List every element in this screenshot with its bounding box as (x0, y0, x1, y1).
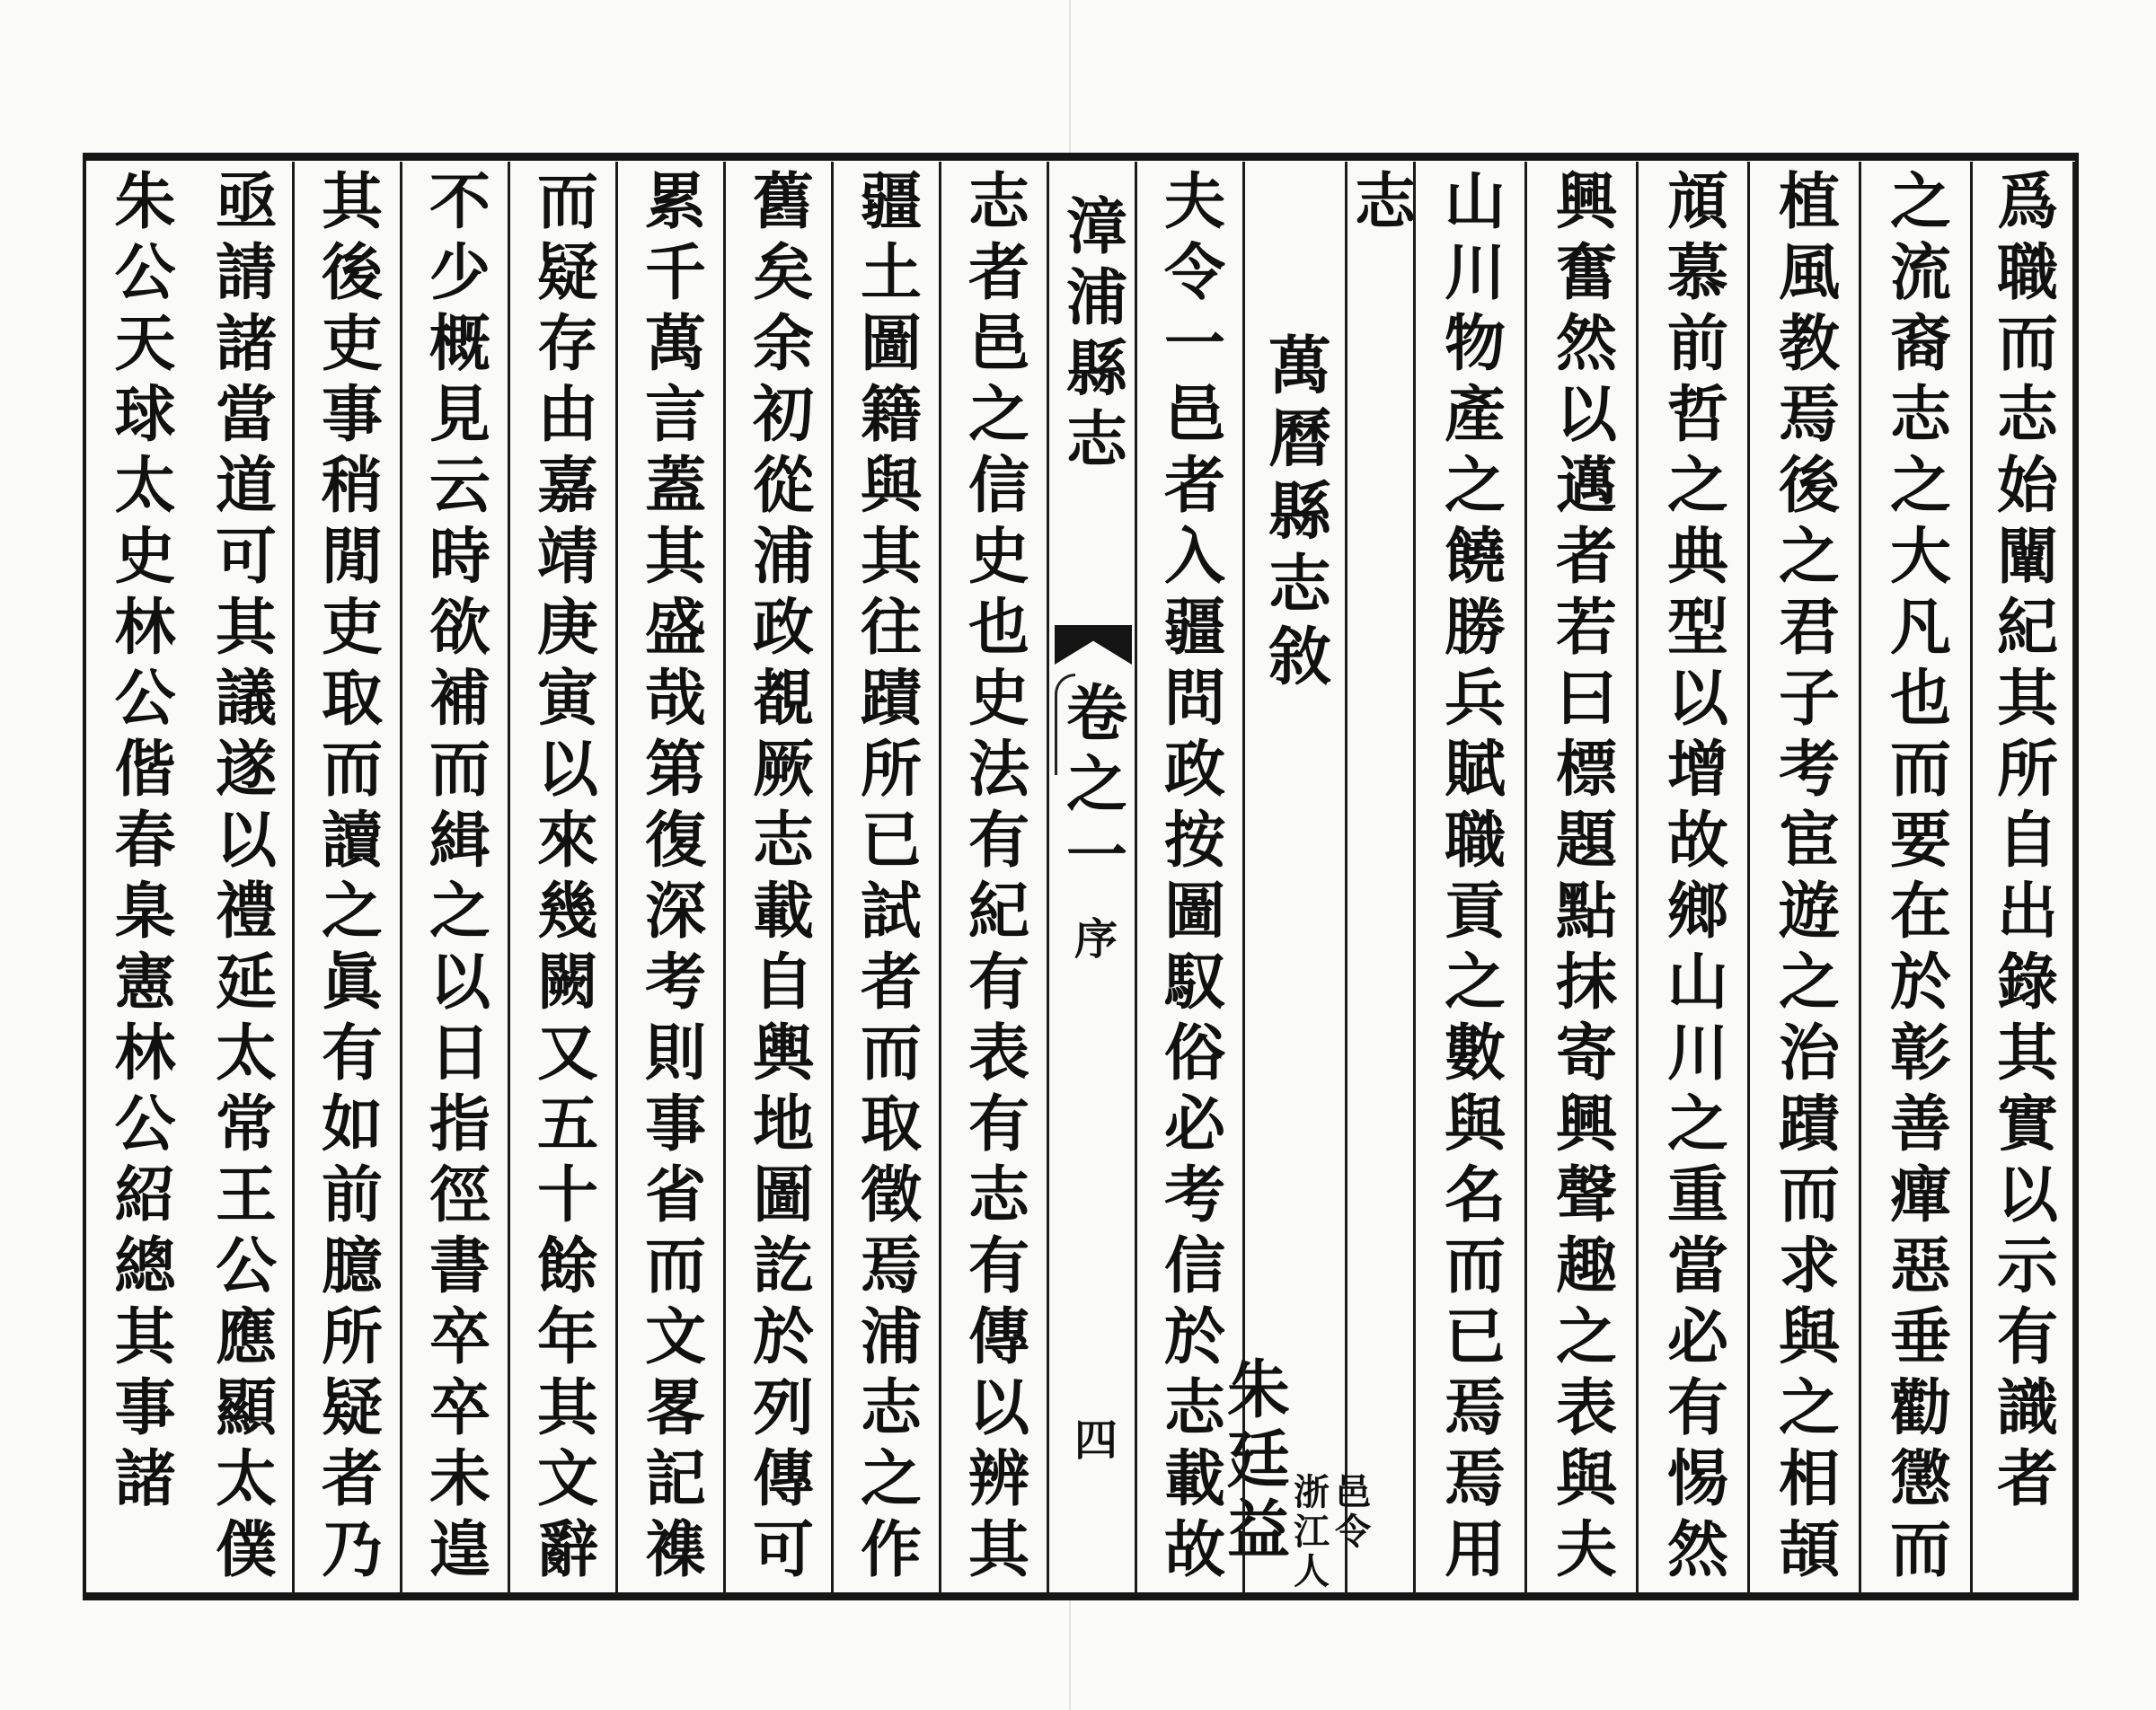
text-column (402, 162, 510, 1595)
text-column (1527, 162, 1639, 1595)
author-block (1216, 1356, 1372, 1591)
text-line: 志者邑之信史也史法有紀有表有志有傳以辨其 (958, 169, 1030, 1588)
text-line: 爲職而志始闡紀其所自出錄其實以示有識者 (1986, 169, 2059, 1517)
text-column (190, 162, 295, 1595)
author-note (1287, 1473, 1372, 1591)
banxin-column (1049, 162, 1137, 1595)
text-line: 山川物產之饒勝兵賦職貢之數與名而已焉焉用 (1434, 169, 1507, 1588)
text-line: 興奮然以邁者若曰標題點抹寄興聲趣之表與夫 (1545, 169, 1618, 1588)
text-column (1973, 162, 2075, 1595)
text-column (726, 162, 834, 1595)
fish-tail-mark (1055, 625, 1132, 665)
text-line: 朱公天球太史林公偕春臬憲林公紹總其事諸 (104, 169, 176, 1517)
title-column (1216, 162, 1372, 1595)
text-line: 而疑存由嘉靖庚寅以來幾闕又五十餘年其文辭 (526, 169, 599, 1588)
text-column (90, 162, 190, 1595)
banxin-volume-wrap (1049, 674, 1135, 894)
text-column (834, 162, 941, 1595)
text-line: 舊矣余初從浦政覩厥志載自輿地圖訖於列傳可 (742, 169, 815, 1588)
text-line: 疆土圖籍與其往蹟所已試者而取徵焉浦志之作 (850, 169, 923, 1588)
author-note-office: 邑令 (1329, 1473, 1372, 1552)
text-column (941, 162, 1049, 1595)
text-column (1416, 162, 1527, 1595)
text-column (1344, 162, 1417, 1595)
text-line: 夫令一邑者入疆問政按圖馭俗必考信於志載故 (1153, 169, 1226, 1588)
banxin-book-title: 漳浦縣志 (1056, 194, 1128, 478)
text-line: 之流裔志之大凡也而要在於彰善癉惡垂勸懲而 (1879, 169, 1952, 1588)
banxin-section: 序 (1066, 916, 1118, 965)
banxin-section-wrap (1049, 909, 1135, 965)
text-line: 不少概見云時欲補而緝之以日指徑書卒卒未遑 (419, 169, 491, 1588)
page-number: 四 (1066, 1417, 1118, 1466)
preface-title: 萬曆縣志敘 (1258, 332, 1333, 696)
text-column (1750, 162, 1861, 1595)
banxin-page-wrap (1049, 1410, 1135, 1466)
author-note-origin: 浙江人 (1287, 1473, 1330, 1591)
text-column (510, 162, 618, 1595)
text-line: 累千萬言蓋其盛哉第復深考則事省而文畧記襍 (634, 169, 707, 1588)
text-line: 其後吏事稍閒吏取而讀之眞有如前臆所疑者乃 (311, 169, 384, 1588)
text-line: 植風教焉後之君子考宦遊之治蹟而求與之相頡 (1768, 169, 1841, 1588)
text-line: 亟請諸當道可其議遂以禮延太常王公應顯太僕 (205, 169, 278, 1588)
author-name: 朱廷益 (1216, 1356, 1292, 1566)
banxin-book-title-wrap (1049, 187, 1135, 478)
text-column (1137, 162, 1245, 1595)
text-line: 頏慕前哲之典型以增故鄉山川之重當必有惕然 (1657, 169, 1729, 1588)
text-line: 志 (1344, 169, 1417, 240)
text-column (1861, 162, 1973, 1595)
text-column (1639, 162, 1750, 1595)
banxin-volume: 卷之一 (1056, 681, 1128, 894)
text-column (618, 162, 726, 1595)
text-column (295, 162, 402, 1595)
